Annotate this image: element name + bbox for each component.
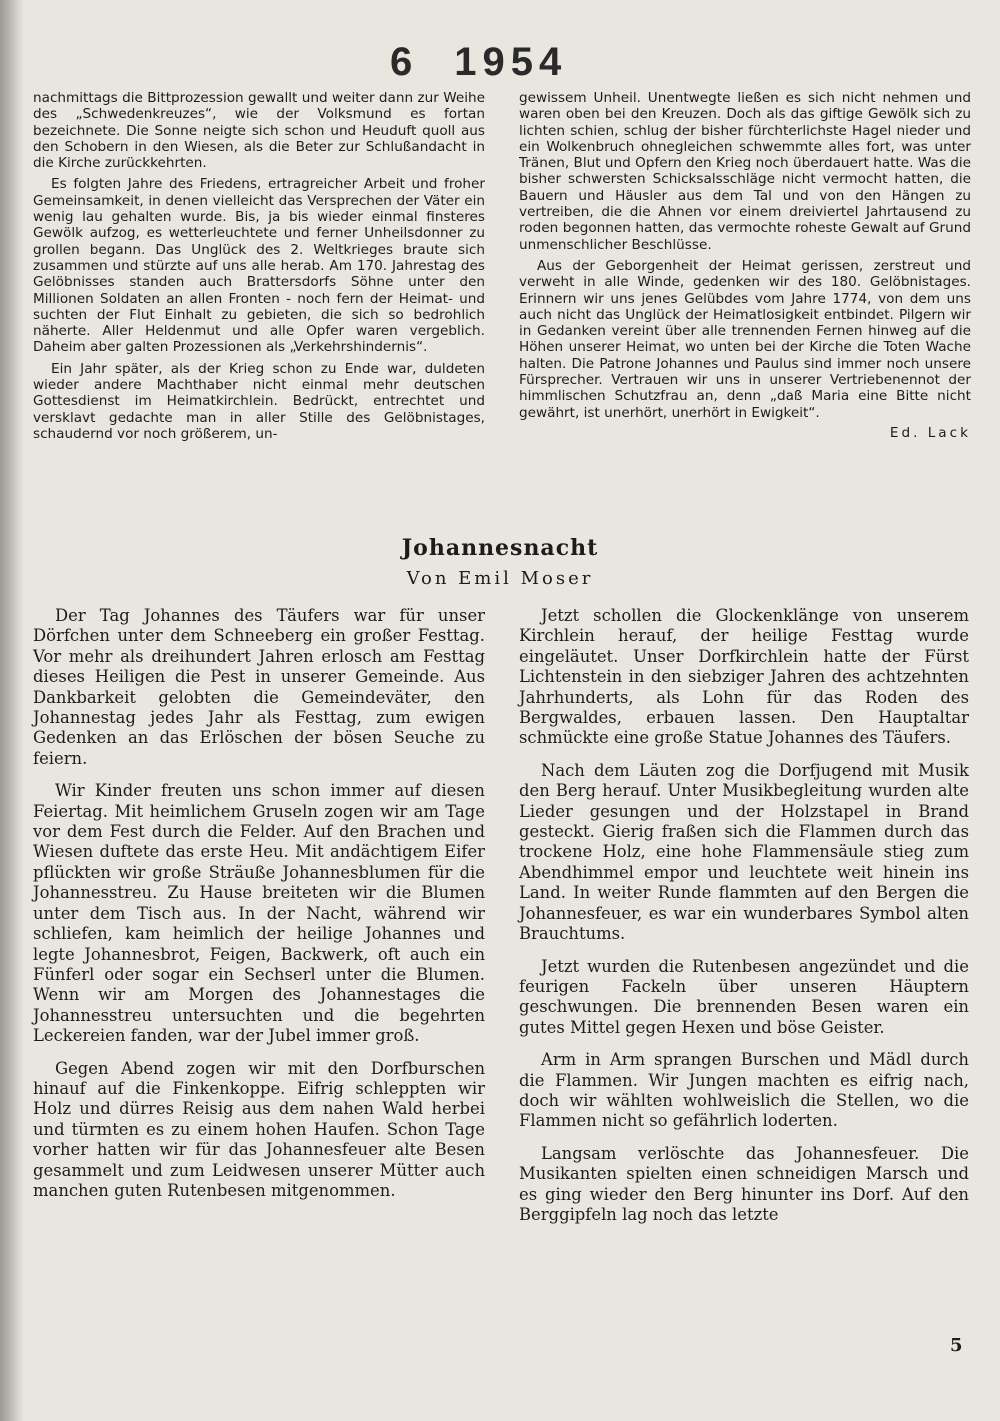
page-number: 5 bbox=[950, 1335, 963, 1356]
paragraph: Langsam verlöschte das Johannesfeuer. Die Musikanten spielten einen schneidigen Marsch und es ging wieder den Berg hinunter ins Dorf. Auf den Berggipfeln lag noch das letzte bbox=[519, 1143, 969, 1224]
paragraph: Aus der Geborgenheit der Heimat gerissen, zerstreut und verweht in alle Winde, gedenken wir des 180. Gelöbnistages. Erinnern wir uns jenes Gelübdes vom Jahre 1774, von dem uns auch nicht das Unglück der Heimatlosigkeit entbindet. Pilgern wir in Gedanken vereint über alle trennenden Fernen hinweg auf die Höhen unserer Heimat, wo unten bei der Kirche die Toten Wache halten. Die Patrone Johannes und Paulus sind immer noch unsere Fürsprecher. Vertrauen wir uns in unserer Vertriebenennot der himmlischen Schutzfrau an, denn „daß Maria eine Bitte nicht gewährt, ist unerhört, unerhört in Ewigkeit“. bbox=[519, 257, 971, 421]
paragraph: Es folgten Jahre des Friedens, ertragreicher Arbeit und froher Gemeinsamkeit, in denen vielleicht das Versprechen der Väter ein wenig lau gehalten wurde. Bis, ja bis wieder einmal finsteres Gewölk aufzog, es wetterleuchtete und ferner Unheilsdonner zu grollen begann. Das Unglück des 2. Weltkrieges braute sich zusammen und stürzte auf uns alle herab. Am 170. Jahrestag des Gelöbnisses standen auch Brattersdorfs Söhne unter den Millionen Soldaten an allen Fronten - noch fern der Heimat- und suchten der Flut Einhalt zu gebieten, die sich so bedrohlich näherte. Aller Heldenmut und alle Opfer waren vergeblich. Daheim aber galten Prozessionen als „Verkehrshindernis“. bbox=[33, 176, 485, 356]
issue-number: 6 bbox=[390, 40, 419, 84]
issue-year: 1954 bbox=[454, 40, 568, 84]
article-author: Von Emil Moser bbox=[406, 568, 594, 589]
paragraph: Ein Jahr später, als der Krieg schon zu Ende war, duldeten wieder andere Machthaber nicht einmal mehr deutschen Gottesdienst im Heimatkirchlein. Bedrückt, entrechtet und versklavt gedachte man in aller Stille des Gelöbnistages, schaudernd vor noch größerem, un- bbox=[33, 360, 485, 442]
top-left-column bbox=[33, 90, 485, 442]
article-right-column bbox=[519, 606, 969, 1225]
paragraph: Nach dem Läuten zog die Dorfjugend mit Musik den Berg herauf. Unter Musikbegleitung wurden alte Lieder gesungen und der Holzstapel in Brand gesteckt. Gierig fraßen sich die Flammen durch das trockene Holz, eine hohe Flammensäule stieg zum Abendhimmel empor und leuchtete weit hinein ins Land. In weiter Runde flammten auf den Bergen die Johannesfeuer, es war ein wunderbares Symbol alten Brauchtums. bbox=[519, 760, 969, 944]
paragraph: Jetzt wurden die Rutenbesen angezündet und die feurigen Fackeln über unseren Häuptern geschwungen. Die brennenden Besen waren ein gutes Mittel gegen Hexen und böse Geister. bbox=[519, 956, 969, 1037]
paragraph: gewissem Unheil. Unentwegte ließen es sich nicht nehmen und waren oben bei den Kreuzen. Doch als das giftige Gewölk sich zu lichten schien, schlug der bisher fürchterlichste Hagel nieder und ein Wolkenbruch ohnegleichen schwemmte alles fort, was unter Tränen, Blut und Opfern den Krieg noch überdauert hatte. Was die bisher schwersten Schicksalsschläge nicht vermocht hatten, die Bauern und Häusler aus dem Tal und von den Hängen zu vertreiben, die die Ahnen vor einem dreiviertel Jahrtausend zu roden begonnen hatten, das vermochte roheste Gewalt auf Grund unmenschlicher Beschlüsse. bbox=[519, 90, 971, 253]
paragraph: Gegen Abend zogen wir mit den Dorfburschen hinauf auf die Finkenkoppe. Eifrig schleppten wir Holz und dürres Reisig aus dem nahen Wald herbei und türmten es zu einem hohen Haufen. Schon Tage vorher hatten wir für das Johannesfeuer alte Besen gesammelt und zum Leidwesen unserer Mütter auch manchen guten Rutenbesen mitgenommen. bbox=[33, 1058, 485, 1200]
article-left-column bbox=[33, 606, 485, 1201]
top-right-column bbox=[519, 90, 971, 441]
issue-header bbox=[390, 40, 567, 85]
author-signature: Ed. Lack bbox=[889, 424, 971, 441]
page-spine-shadow bbox=[0, 0, 24, 1421]
paragraph: Jetzt schollen die Glockenklänge von unserem Kirchlein herauf, der heilige Festtag wurde eingeläutet. Unser Dorfkirchlein hatte der Fürst Lichtenstein in den siebziger Jahren des achtzehnten Jahrhunderts, als Lohn für das Roden des Bergwaldes, erbauen lassen. Den Hauptaltar schmückte eine große Statue Johannes des Täufers. bbox=[519, 606, 969, 748]
paragraph: Arm in Arm sprangen Burschen und Mädl durch die Flammen. Wir Jungen machten es eifrig nach, doch wir wählten wohlweislich die Stellen, wo die Flammen nicht so gefährlich loderten. bbox=[519, 1050, 969, 1131]
paragraph: Der Tag Johannes des Täufers war für unser Dörfchen unter dem Schneeberg ein großer Festtag. Vor mehr als dreihundert Jahren erlosch am Festtag dieses Heiligen die Pest in unserer Gemeinde. Aus Dankbarkeit gelobten die Gemeindeväter, den Johannestag jedes Jahr als Festtag, zum ewigen Gedenken an das Erlöschen der bösen Seuche zu feiern. bbox=[33, 606, 485, 768]
paragraph: nachmittags die Bittprozession gewallt und weiter dann zur Weihe des „Schwedenkreuzes“, wie der Volksmund es fortan bezeichnete. Die Sonne neigte sich schon und Heuduft quoll aus den Schobern in den Wiesen, als die Beter zur Schlußandacht in die Kirche zurückkehrten. bbox=[33, 90, 485, 172]
paragraph: Wir Kinder freuten uns schon immer auf diesen Feiertag. Mit heimlichem Gruseln zogen wir am Tage vor dem Fest durch die Felder. Auf den Brachen und Wiesen duftete das erste Heu. Mit andächtigem Eifer pflückten wir große Sträuße Johannesblumen für die Johannesstreu. Zu Hause breiteten wir die Blumen unter dem Tisch aus. In der Nacht, während wir schliefen, kam heimlich der heilige Johannes und legte Johannesbrot, Feigen, Backwerk, oft auch ein Fünferl oder sogar ein Sechserl unter die Blumen. Wenn wir am Morgen des Johannestages die Johannesstreu untersuchten und die begehrten Leckereien fanden, war der Jubel immer groß. bbox=[33, 781, 485, 1046]
article-title: Johannesnacht bbox=[401, 535, 599, 561]
